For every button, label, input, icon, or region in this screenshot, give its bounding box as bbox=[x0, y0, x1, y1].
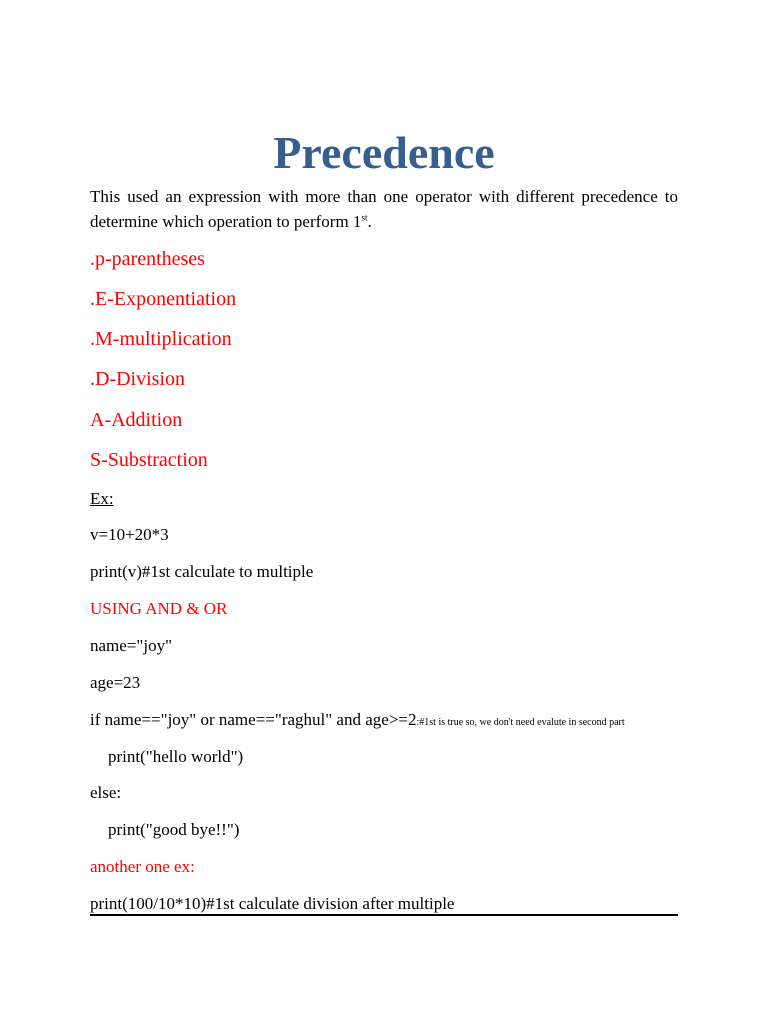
rule-addition: A-Addition bbox=[90, 409, 183, 431]
code-line: print("hello world") bbox=[108, 747, 244, 766]
code-line: print(v)#1st calculate to multiple bbox=[90, 562, 314, 581]
code-line: age=23 bbox=[90, 673, 141, 692]
bottom-border-line bbox=[90, 914, 678, 916]
and-or-heading: USING AND & OR bbox=[90, 599, 228, 618]
code-line: print(100/10*10)#1st calculate division after multiple bbox=[90, 894, 455, 913]
rule-division: .D-Division bbox=[90, 368, 185, 390]
another-example-heading: another one ex: bbox=[90, 857, 195, 876]
rule-subtraction: S-Substraction bbox=[90, 449, 208, 471]
code-line: name="joy" bbox=[90, 636, 173, 655]
rule-parentheses: .p-parentheses bbox=[90, 248, 205, 270]
intro-text: This used an expression with more than one operator with different precedence to determine which operation to perform 1 bbox=[90, 187, 678, 231]
intro-paragraph bbox=[90, 184, 678, 234]
rule-multiplication: .M-multiplication bbox=[90, 328, 232, 350]
intro-superscript: st bbox=[361, 212, 368, 223]
code-line: print("good bye!!") bbox=[108, 820, 240, 839]
rule-exponentiation: .E-Exponentiation bbox=[90, 288, 237, 310]
page-title: Precedence bbox=[273, 127, 495, 178]
code-line: else: bbox=[90, 783, 122, 802]
if-condition: if name=="joy" or name=="raghul" and age>=2 bbox=[90, 710, 417, 729]
code-line: v=10+20*3 bbox=[90, 525, 169, 544]
intro-end: . bbox=[367, 212, 372, 231]
inline-comment: :#1st is true so, we don't need evalute in second part bbox=[416, 717, 625, 728]
code-line-if bbox=[90, 709, 625, 734]
example-heading: Ex: bbox=[90, 489, 114, 508]
